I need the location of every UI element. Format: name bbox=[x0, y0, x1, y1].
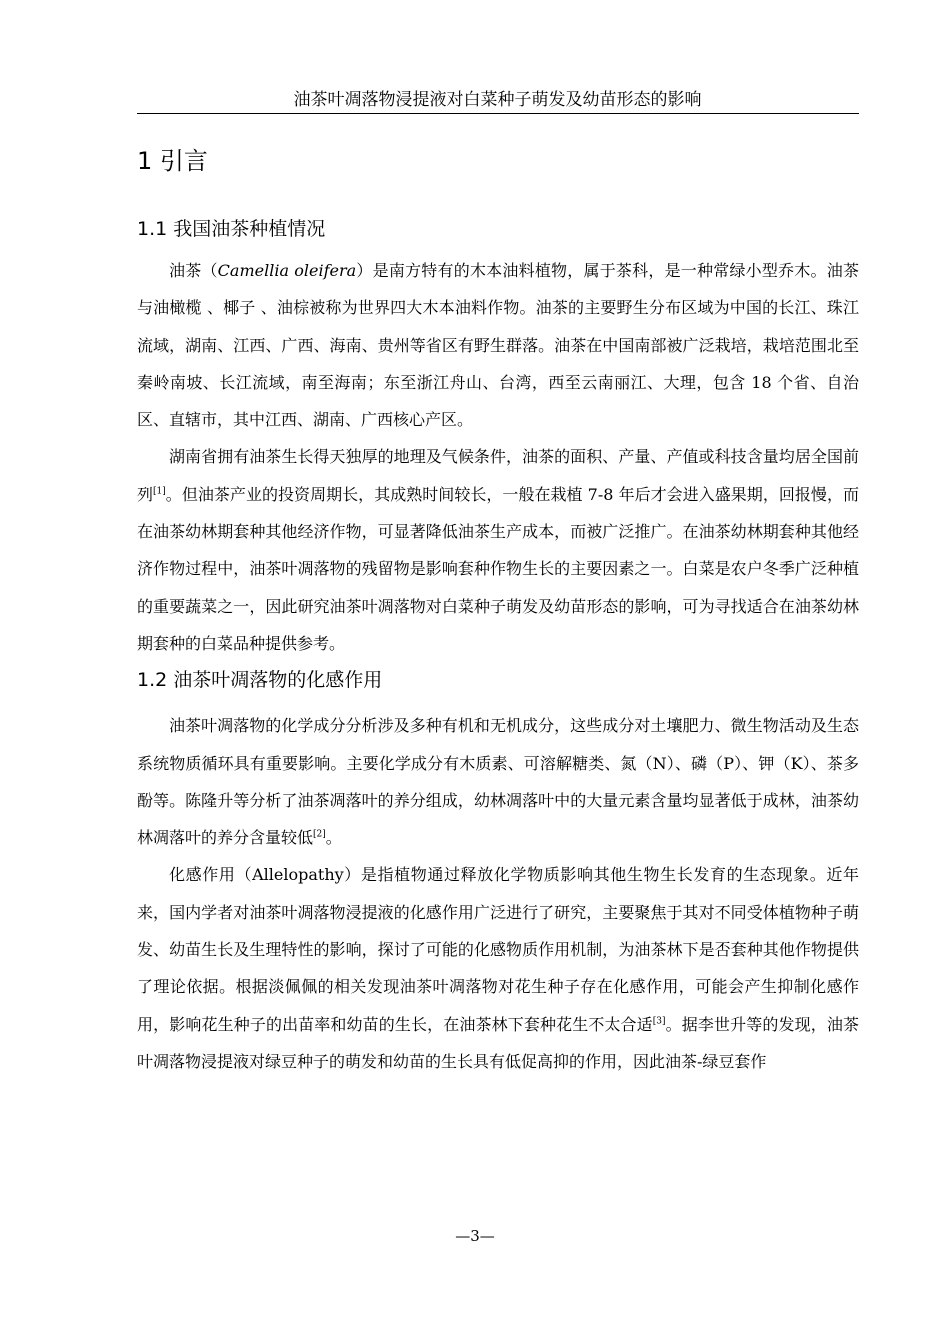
paragraph-text: 油茶（ bbox=[169, 261, 218, 280]
paragraph-1-1-2 bbox=[137, 438, 859, 662]
paragraph-text: ）是南方特有的木本油料植物，属于茶科，是一种常绿小型乔木。油茶与油橄榄 、椰子 、油棕被称为世界四大木本油料作物。油茶的主要野生分布区域为中国的长江、珠江流域，湖南、江西、广西、海南、贵州等省区有野生群落。油茶在中国南部被广泛栽培，栽培范围北至秦岭南坡、长江流域，南至海南；东至浙江舟山、台湾，西至云南丽江、大理，包含 18 个省、自治区、直辖市，其中江西、湖南、广西核心产区。 bbox=[137, 261, 859, 430]
paragraph-1-1-1 bbox=[137, 252, 859, 438]
paragraph-text: 。据李世升等的发现，油茶叶凋落物浸提液对绿豆种子的萌发和幼苗的生长具有低促高抑的作用，因此油茶-绿豆套作 bbox=[137, 1014, 859, 1071]
section-heading-1-2: 1.2 油茶叶凋落物的化感作用 bbox=[137, 669, 383, 692]
running-header: 油茶叶凋落物浸提液对白菜种子萌发及幼苗形态的影响 bbox=[293, 90, 702, 110]
section-heading-1-1: 1.1 我国油茶种植情况 bbox=[137, 218, 326, 240]
citation-ref-3: [3] bbox=[652, 1016, 666, 1027]
paragraph-text: 湖南省拥有油茶生长得天独厚的地理及气候条件，油茶的面积、产量、产值或科技含量均居全国前列 bbox=[137, 447, 859, 504]
paragraph-text: 油茶叶凋落物的化学成分分析涉及多种有机和无机成分，这些成分对土壤肥力、微生物活动及生态系统物质循环具有重要影响。主要化学成分有木质素、可溶解糖类、氮（N）、磷（P）、钾（K）、茶多酚等。陈隆升等分析了油茶凋落叶的养分组成，幼林凋落叶中的大量元素含量均显著低于成林，油茶幼林凋落叶的养分含量较低 bbox=[137, 716, 859, 848]
chapter-heading: 1 引言 bbox=[137, 147, 208, 175]
scientific-name: Camellia oleifera bbox=[217, 261, 357, 280]
citation-ref-2: [2] bbox=[313, 829, 326, 840]
page-number: —3— bbox=[455, 1227, 495, 1245]
paragraph-text: 。 bbox=[325, 828, 342, 848]
paragraph-text: 。但油茶产业的投资周期长，其成熟时间较长，一般在栽植 7-8 年后才会进入盛果期，回报慢，而在油茶幼林期套种其他经济作物，可显著降低油茶生产成本，而被广泛推广。在油茶幼林期套种其他经济作物过程中，油茶叶凋落物的残留物是影响套种作物生长的主要因素之一。白菜是农户冬季广泛种植的重要蔬菜之一，因此研究油茶叶凋落物对白菜种子萌发及幼苗形态的影响，可为寻找适合在油茶幼林期套种的白菜品种提供参考。 bbox=[137, 484, 859, 653]
header-rule bbox=[137, 113, 859, 114]
paragraph-1-2-2 bbox=[137, 856, 859, 1080]
body-content bbox=[137, 140, 859, 1080]
paragraph-text: 化感作用（Allelopathy）是指植物通过释放化学物质影响其他生物生长发育的生态现象。近年来，国内学者对油茶叶凋落物浸提液的化感作用广泛进行了研究，主要聚焦于其对不同受体植物种子萌发、幼苗生长及生理特性的影响，探讨了可能的化感物质作用机制，为油茶林下是否套种其他作物提供了理论依据。根据淡佩佩的相关发现油茶叶凋落物对花生种子存在化感作用，可能会产生抑制化感作用，影响花生种子的出苗率和幼苗的生长，在油茶林下套种花生不太合适 bbox=[137, 865, 859, 1034]
citation-ref-1: [1] bbox=[153, 486, 166, 497]
paragraph-1-2-1 bbox=[137, 707, 859, 856]
